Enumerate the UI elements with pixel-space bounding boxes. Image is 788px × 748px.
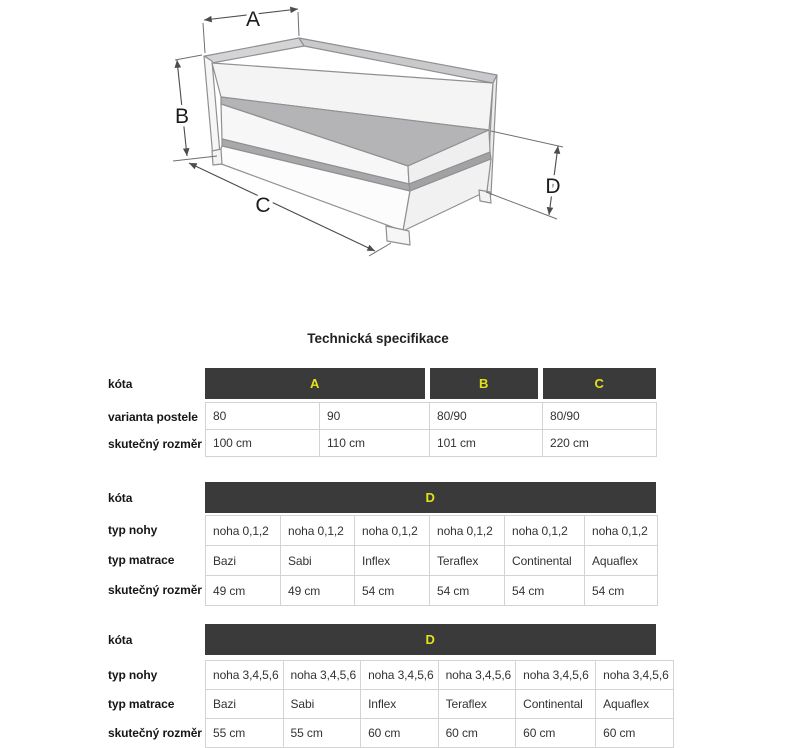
table-cell: 54 cm [355,576,430,606]
dimension-label-d: D [545,175,561,198]
table-cell: 80/90 [543,403,657,430]
table-cell: 110 cm [320,430,430,457]
table-cell: noha 0,1,2 [281,516,355,546]
table-cell: Bazi [206,690,284,719]
table-cell: noha 0,1,2 [355,516,430,546]
table-cell: noha 0,1,2 [505,516,585,546]
row-label-kota: kóta [108,376,133,391]
table-cell: Teraflex [430,546,505,576]
page-title: Technická specifikace [307,331,449,346]
table-body [205,660,674,748]
column-header-d: D [205,482,656,513]
column-header-b: B [430,368,538,399]
column-header-c: C [543,368,656,399]
table-cell: Inflex [355,546,430,576]
header-row [205,624,656,655]
table-cell: noha 0,1,2 [430,516,505,546]
headboard-foot [212,149,222,165]
table-cell: 54 cm [430,576,505,606]
table-body [205,402,657,457]
table-cell: noha 0,1,2 [206,516,281,546]
row-label-varianta-postele: varianta postele [108,409,198,424]
row-label-kota: kóta [108,490,133,505]
dimension-label-a: A [245,8,261,31]
table-cell: 60 cm [438,719,516,748]
row-label-skutecny-rozmer: skutečný rozměr [108,436,202,451]
table-cell: 100 cm [206,430,320,457]
table-cell: Continental [516,690,596,719]
table-cell: Sabi [281,546,355,576]
table-cell: 54 cm [505,576,585,606]
table-cell: 101 cm [430,430,543,457]
header-row [205,482,656,513]
table-cell: 60 cm [361,719,439,748]
table-cell: noha 3,4,5,6 [361,661,439,690]
column-header-a: A [205,368,425,399]
row-label-typ-nohy: typ nohy [108,523,158,537]
table-cell: 60 cm [596,719,674,748]
dimension-label-c: C [255,194,271,217]
table-cell: Teraflex [438,690,516,719]
column-header-d: D [205,624,656,655]
row-label-typ-matrace: typ matrace [108,553,175,567]
dimension-label-b: B [174,105,190,128]
table-cell: Aquaflex [585,546,658,576]
row-label-typ-nohy: typ nohy [108,667,158,682]
table-cell: 220 cm [543,430,657,457]
table-cell: Inflex [361,690,439,719]
table-cell: 60 cm [516,719,596,748]
table-cell: noha 0,1,2 [585,516,658,546]
table-cell: 49 cm [281,576,355,606]
table-cell: Bazi [206,546,281,576]
table-cell: 80/90 [430,403,543,430]
rear-foot [479,190,491,203]
row-label-typ-matrace: typ matrace [108,696,175,711]
table-cell: Continental [505,546,585,576]
table-cell: noha 3,4,5,6 [206,661,284,690]
headboard-top [205,38,304,63]
spec-table-d-noha-012 [100,482,680,608]
table-cell: 55 cm [206,719,284,748]
table-cell: Sabi [283,690,361,719]
table-cell: 49 cm [206,576,281,606]
spec-table-d-noha-3456 [100,624,680,748]
bed-dimension-diagram [150,0,620,270]
table-cell: 80 [206,403,320,430]
header-row [205,368,656,399]
table-cell: 54 cm [585,576,658,606]
table-cell: noha 3,4,5,6 [596,661,674,690]
table-cell: noha 3,4,5,6 [283,661,361,690]
table-cell: Aquaflex [596,690,674,719]
table-cell: 55 cm [283,719,361,748]
bed-sketch [204,38,497,245]
table-cell: 90 [320,403,430,430]
spec-table-abc [100,368,680,460]
row-label-kota: kóta [108,632,133,647]
row-label-skutecny-rozmer: skutečný rozměr [108,725,202,740]
row-label-skutecny-rozmer: skutečný rozměr [108,583,202,597]
table-body [205,515,658,606]
table-cell: noha 3,4,5,6 [438,661,516,690]
table-cell: noha 3,4,5,6 [516,661,596,690]
